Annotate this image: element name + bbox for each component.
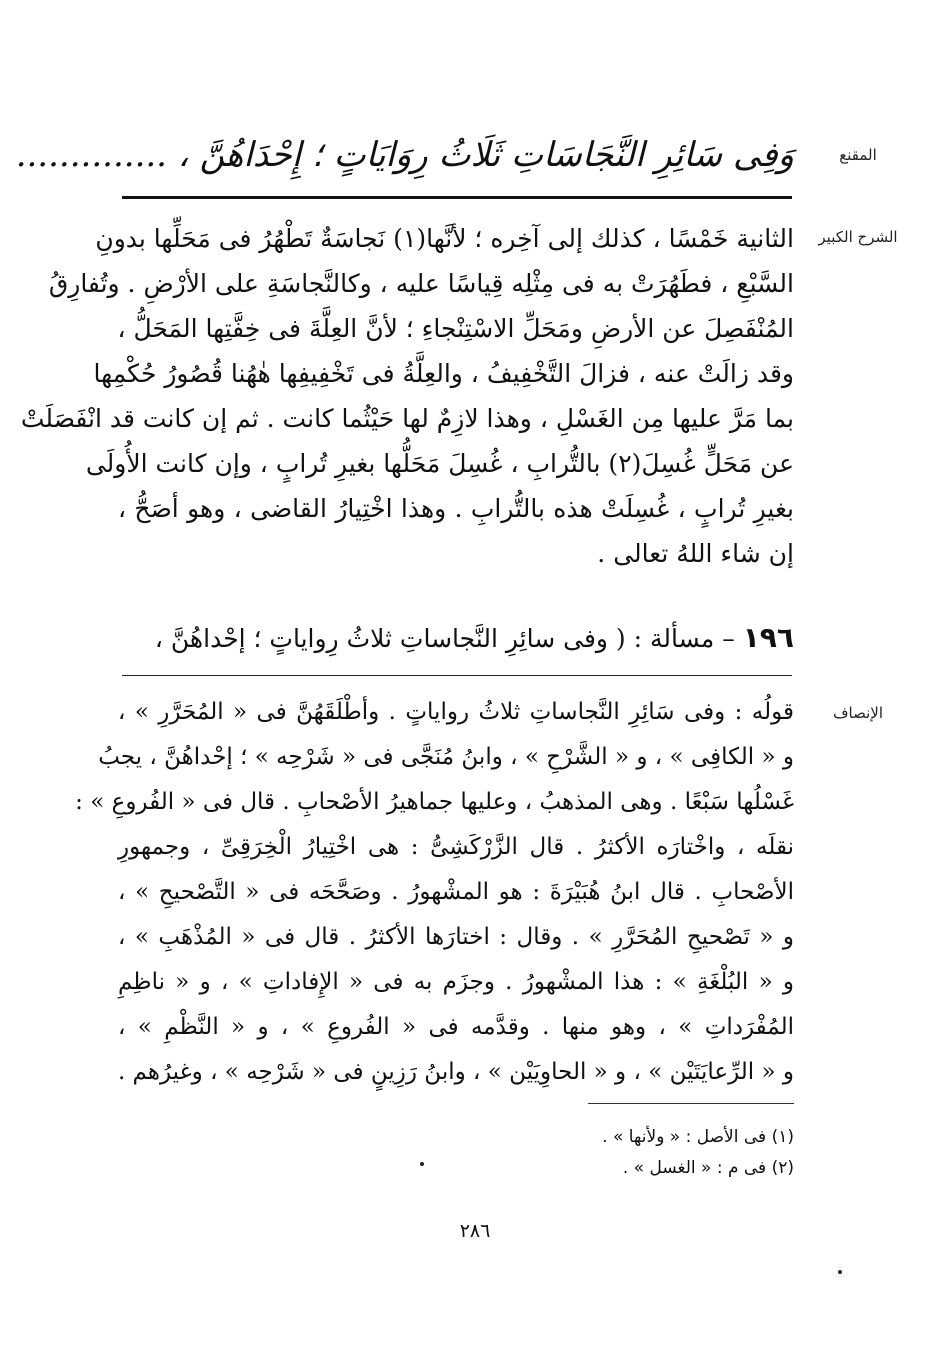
- insaf-line: و « الرِّعايَتَيْن » ، و « الحاوِيَيْن » ، وابنُ رَزِينٍ فى « شَرْحِه » ، وغيرُهم .: [117, 1059, 794, 1085]
- sharh-line: وقد زالَتْ عنه ، فزالَ التَّخْفِيفُ ، والعِلَّةُ فى تَخْفِيفِها هٰهُنا قُصُورُ حُكْمِها: [93, 359, 794, 388]
- footnote-divider: [588, 1103, 794, 1104]
- muqni-text: [15, 126, 794, 184]
- footnote-1: (١) فى الأصل : « ولأنها » .: [602, 1127, 794, 1147]
- section-label-sharh: الشرح الكبير: [818, 228, 898, 246]
- masala-number: ١٩٦: [742, 621, 794, 654]
- sharh-text: [20, 216, 794, 576]
- page-number: ٢٨٦: [459, 1220, 491, 1242]
- insaf-line: غَسْلُها سَبْعًا . وهى المذهبُ ، وعليها جماهيرُ الأصْحابِ . قال فى « الفُروعِ » :: [75, 789, 794, 815]
- sharh-line: المُنْفَصِلَ عن الأرضِ ومَحَلِّ الاسْتِنْجاءِ ؛ لأنَّ العِلَّةَ فى خِفَّتِها المَحَلُّ ،: [117, 314, 794, 343]
- sharh-line: الثانية خَمْسًا ، كذلك إلى آخِره ؛ لأنَّها(١) نَجاسَةٌ تَطْهُرُ فى مَحَلِّها بدونِ: [95, 224, 794, 253]
- scan-speck: [420, 1162, 424, 1166]
- insaf-line: الأصْحابِ . قال ابنُ هُبَيْرَةَ : هو المشْهورُ . وصَحَّحَه فى « التَّصْحيحِ » ،: [118, 879, 794, 905]
- sharh-line: إن شاء اللهُ تعالى .: [597, 539, 794, 568]
- scan-speck: [838, 1270, 842, 1274]
- insaf-line: نقلَه ، واخْتارَه الأكثرُ . قال الزَّرْكَشِىُّ : هى اخْتِيارُ الْخِرَقِىِّ ، وجمهورِ: [118, 834, 794, 860]
- section-divider-thick: [122, 196, 792, 199]
- insaf-text: [75, 690, 794, 1095]
- insaf-line: قولُه : وفى سَائِرِ النَّجاساتِ ثلاثُ رواياتٍ . وأطْلَقَهُنَّ فى « المُحَرَّرِ » ،: [118, 699, 794, 725]
- sharh-line: السَّبْعِ ، فطَهُرَتْ به فى مِثْلِه قِياسًا عليه ، وكالنَّجاسَةِ على الأرْضِ . وتُفارِقُ: [48, 269, 794, 298]
- section-label-insaf: الإنصاف: [832, 704, 884, 722]
- insaf-line: و « البُلْغَةِ » : هذا المشْهورُ . وجزَم به فى « الإِفاداتِ » ، و « ناظِمِ: [118, 969, 794, 995]
- sharh-line: بما مَرَّ عليها مِن الغَسْلِ ، وهذا لازِمٌ لها حَيْثُما كانت . ثم إن كانت قد انْفَصَلَتْ: [20, 404, 794, 433]
- footnote-2: (٢) فى م : « الغسل » .: [622, 1158, 794, 1178]
- insaf-line: المُفْرَداتِ » ، وهو منها . وقدَّمه فى « الفُروعِ » ، و « النَّظْمِ » ،: [118, 1014, 794, 1040]
- masala-text: – مسألة : ( وفى سائِرِ النَّجاساتِ ثلاثُ رِواياتٍ ؛ إحْداهُنَّ ،: [154, 624, 735, 653]
- section-label-muqni: المقنع: [839, 146, 877, 164]
- section-divider-thin: [122, 675, 792, 676]
- insaf-line: و « تَصْحيحِ المُحَرَّرِ » . وقال : اختارَها الأكثرُ . قال فى « المُذْهَبِ » ،: [118, 924, 794, 950]
- sharh-line: بغيرِ تُرابٍ ، غُسِلَتْ هذه بالتُّرابِ . وهذا اخْتِيارُ القاضى ، وهو أصَحُّ ،: [118, 494, 794, 523]
- insaf-line: و « الكافِى » ، و « الشَّرْحِ » ، وابنُ مُنَجَّى فى « شَرْحِه » ؛ إحْداهُنَّ ، يجبُ: [98, 744, 794, 770]
- footnotes: [400, 1122, 794, 1184]
- masala-heading: [118, 616, 794, 661]
- muqni-line: وَفِى سَائِرِ النَّجَاسَاتِ ثَلَاثُ رِوَايَاتٍ ؛ إِحْدَاهُنَّ ، ..............: [15, 135, 794, 175]
- sharh-line: عن مَحَلٍّ غُسِلَ(٢) بالتُّرابِ ، غُسِلَ مَحَلُّها بغيرِ تُرابٍ ، وإن كانت الأُولَى: [85, 449, 794, 478]
